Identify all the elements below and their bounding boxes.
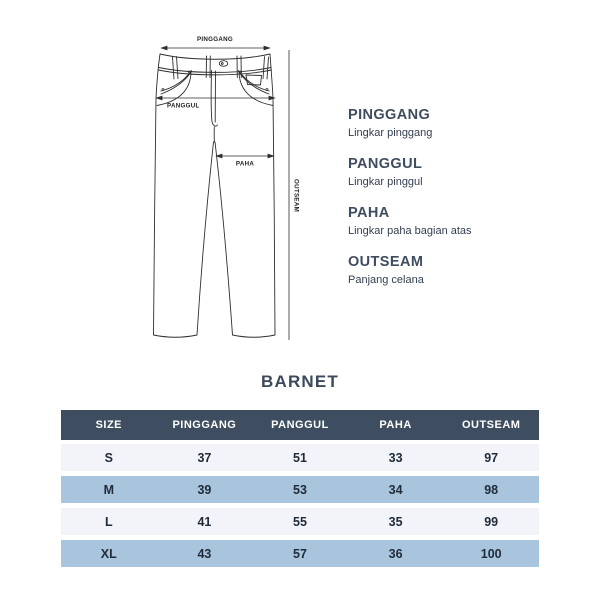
header-cell-outseam: OUTSEAM (461, 419, 521, 431)
value-cell: 57 (293, 546, 307, 561)
size-table (61, 410, 539, 572)
coin-pocket (246, 75, 262, 85)
legend-term: PINGGANG (348, 107, 431, 123)
legend-item-paha (348, 204, 472, 238)
value-cell: 41 (197, 514, 212, 529)
legend-description: Lingkar paha bagian atas (348, 225, 472, 237)
legend-description: Lingkar pinggang (348, 127, 433, 139)
pants-diagram (145, 22, 320, 352)
fly-stitch (211, 71, 217, 142)
outseam-label: OUTSEAM (292, 179, 300, 213)
size-cell: XL (100, 546, 117, 561)
value-cell: 37 (197, 450, 212, 465)
size-cell: L (104, 514, 113, 529)
value-cell: 36 (388, 546, 403, 561)
value-cell: 98 (484, 482, 499, 497)
value-cell: 43 (197, 546, 212, 561)
value-cell: 33 (388, 450, 403, 465)
value-cell: 99 (484, 514, 499, 529)
table-row-xl (61, 540, 539, 567)
pinggang-label: PINGGANG (196, 36, 234, 43)
table-row-m (61, 476, 539, 503)
header-cell-pinggang: PINGGANG (172, 419, 237, 431)
value-cell: 53 (293, 482, 307, 497)
pants-outline (154, 54, 276, 337)
header-cell-size: SIZE (95, 419, 123, 431)
value-cell: 55 (293, 514, 307, 529)
legend-item-panggul (348, 155, 472, 189)
value-cell: 97 (484, 450, 499, 465)
value-cell: 39 (197, 482, 212, 497)
legend-item-pinggang (348, 106, 472, 140)
table-row-s (61, 444, 539, 471)
waist-button-hole (221, 63, 223, 65)
panggul-label: PANGGUL (167, 102, 200, 110)
product-title: BARNET (260, 372, 340, 391)
table-header-row (61, 410, 539, 440)
measurement-legend (348, 106, 472, 302)
legend-term: PANGGUL (348, 156, 423, 172)
paha-label: PAHA (235, 160, 255, 168)
waistband-seam (159, 68, 272, 75)
legend-description: Lingkar pinggul (348, 176, 423, 188)
paha-arrow (217, 154, 274, 158)
value-cell: 34 (388, 482, 403, 497)
legend-item-outseam (348, 253, 472, 287)
size-cell: M (103, 482, 114, 497)
value-cell: 35 (388, 514, 403, 529)
header-cell-panggul: PANGGUL (271, 419, 329, 431)
legend-description: Panjang celana (348, 274, 424, 286)
pinggang-arrow (162, 46, 270, 50)
value-cell: 100 (480, 546, 502, 561)
legend-term: PAHA (348, 205, 390, 221)
table-row-l (61, 508, 539, 535)
value-cell: 51 (293, 450, 307, 465)
size-cell: S (104, 450, 113, 465)
legend-term: OUTSEAM (348, 254, 424, 270)
header-cell-paha: PAHA (379, 419, 412, 431)
